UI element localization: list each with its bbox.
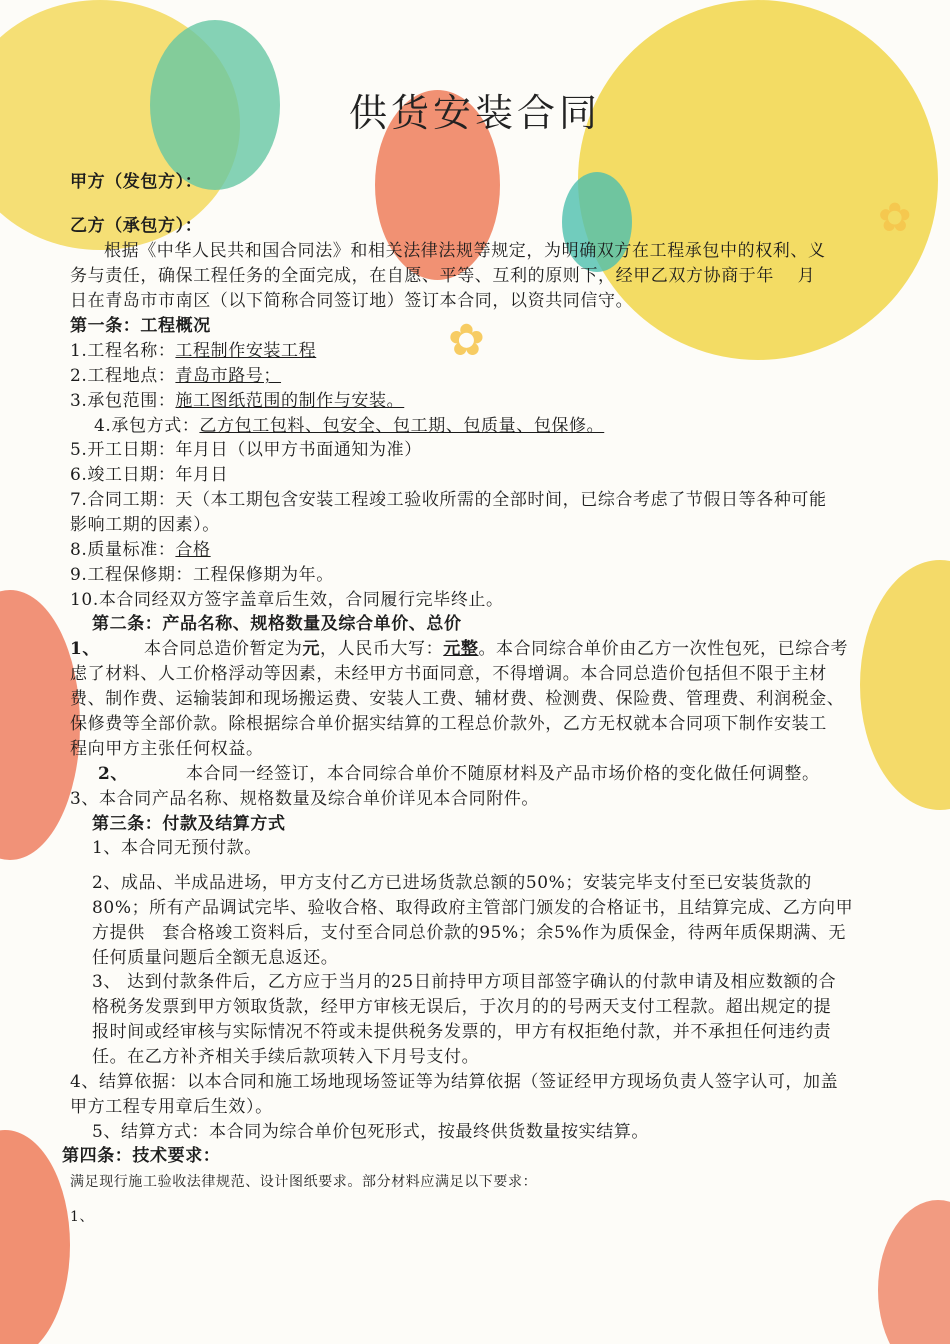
article-2-paragraph: 虑了材料、人工价格浮动等因素，未经甲方书面同意，不得增调。本合同总造价包括但不限于主材 [70,664,827,684]
party-a-label: 甲方（发包方）： [70,172,203,192]
article-2-paragraph: 保修费等全部价款。除根据综合单价据实结算的工程总价款外，乙方无权就本合同项下制作安装工 [70,714,827,734]
article-4-heading: 第四条：技术要求： [62,1146,221,1166]
article-1-item: 8.质量标准：合格 [70,540,211,560]
preamble-line: 日在青岛市市南区（以下简称合同签订地）签订本合同，以资共同信守。 [70,291,634,311]
article-3-paragraph: 报时间或经审核与实际情况不符或未提供税务发票的，甲方有权拒绝付款，并不承担任何违约责 [92,1022,832,1042]
article-1-item: 9.工程保修期：工程保修期为年。 [70,565,334,585]
article-2-paragraph: 程向甲方主张任何权益。 [70,739,264,759]
article-3-paragraph: 2、成品、半成品进场，甲方支付乙方已进场货款总额的50%；安装完毕支付至已安装货款的 [92,873,812,893]
article-3-paragraph: 任何质量问题后全额无息返还。 [92,948,339,968]
article-3-paragraph: 4、结算依据：以本合同和施工场地现场签证等为结算依据（签证经甲方现场负责人签字认可，加盖 [70,1072,839,1092]
article-4-paragraph: 满足现行施工验收法律规范、设计图纸要求。部分材料应满足以下要求： [70,1174,538,1190]
article-1-item: 6.竣工日期：年月日 [70,465,229,485]
preamble-line: 根据《中华人民共和国合同法》和相关法律法规等规定，为明确双方在工程承包中的权利、义 [104,241,826,261]
article-3-paragraph: 3、 达到付款条件后，乙方应于当月的25日前持甲方项目部签字确认的付款申请及相应数额的合 [92,972,837,992]
article-2-paragraph: 1、 本合同总造价暂定为元，人民币大写：元整。本合同综合单价由乙方一次性包死，已综合考 [70,639,849,659]
article-3-paragraph: 80%；所有产品调试完毕、验收合格、取得政府主管部门颁发的合格证书，且结算完成、乙方向甲 [92,898,854,918]
article-3-heading: 第三条：付款及结算方式 [92,814,286,834]
article-3-paragraph: 1、本合同无预付款。 [92,838,262,858]
article-3-paragraph: 格税务发票到甲方领取货款，经甲方审核无误后，于次月的的号两天支付工程款。超出规定的提 [92,997,832,1017]
article-3-paragraph: 5、结算方式：本合同为综合单价包死形式，按最终供货数量按实结算。 [92,1122,650,1142]
article-1-item: 2.工程地点：青岛市路号； [70,366,282,386]
page-title: 供货安装合同 [348,91,601,135]
article-3-paragraph: 甲方工程专用章后生效）。 [70,1097,273,1117]
article-2-heading: 第二条：产品名称、规格数量及综合单价、总价 [92,614,462,634]
article-3-paragraph: 方提供 套合格竣工资料后，支付至合同总价款的95%；余5%作为质保金，待两年质保期满、无 [92,923,847,943]
article-1-item: 3.承包范围：施工图纸范围的制作与安装。 [70,391,405,411]
article-2-paragraph: 2、 本合同一经签订，本合同综合单价不随原材料及产品市场价格的变化做任何调整。 [98,764,820,784]
party-b-label: 乙方（承包方）： [70,216,203,236]
flower-icon: ✿ [448,315,485,366]
article-2-paragraph: 费、制作费、运输装卸和现场搬运费、安装人工费、辅材费、检测费、保险费、管理费、利润税金、 [70,689,845,709]
article-1-item: 10.本合同经双方签字盖章后生效，合同履行完毕终止。 [70,590,504,610]
article-1-item: 5.开工日期：年月日（以甲方书面通知为准） [70,440,422,460]
article-3-paragraph: 任。在乙方补齐相关手续后款项转入下月号支付。 [92,1047,480,1067]
article-2-paragraph: 3、本合同产品名称、规格数量及综合单价详见本合同附件。 [70,789,540,809]
article-1-item: 1.工程名称：工程制作安装工程 [70,341,317,361]
article-1-item: 7.合同工期：天（本工期包含安装工程竣工验收所需的全部时间，已综合考虑了节假日等各种可能 [70,490,827,510]
article-1-item: 影响工期的因素）。 [70,515,220,535]
flower-icon: ✿ [878,195,912,241]
preamble-line: 务与责任，确保工程任务的全面完成，在自愿、平等、互利的原则下，经甲乙双方协商于年 月 [70,266,816,286]
article-1-heading: 第一条：工程概况 [70,316,211,336]
article-1-item: 4.承包方式：乙方包工包料、包安全、包工期、包质量、包保修。 [94,416,605,436]
article-4-item: 1、 [70,1209,95,1225]
